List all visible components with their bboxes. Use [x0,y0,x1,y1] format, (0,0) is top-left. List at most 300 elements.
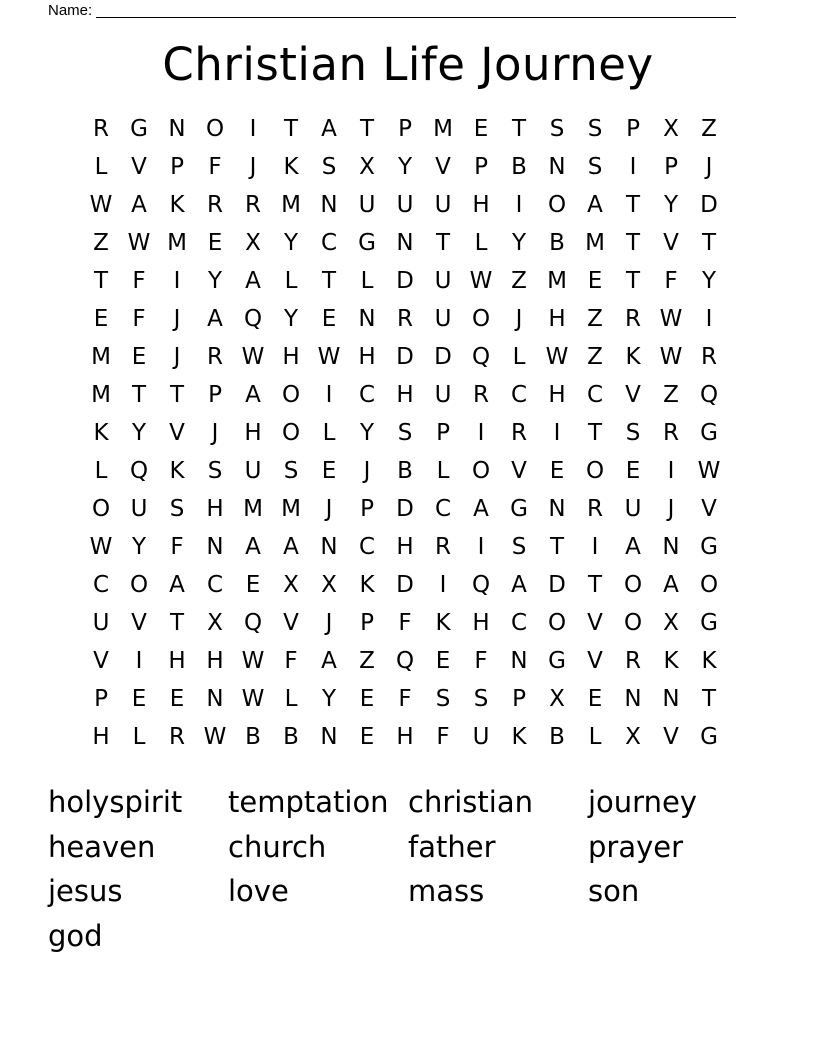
grid-letter: R [207,192,223,218]
grid-letter: G [700,724,718,750]
grid-letter: C [510,610,528,636]
grid-letter: S [169,496,185,522]
grid-letter: S [625,420,641,446]
word-bank-item: christian [408,785,533,819]
grid-letter: L [588,724,602,750]
grid-letter: Y [321,686,337,712]
grid-letter: O [699,572,719,598]
grid-letter: P [170,154,184,180]
grid-letter: R [435,534,451,560]
word-bank-item: son [588,874,640,908]
grid-letter: N [662,534,680,560]
grid-letter: X [321,572,337,598]
grid-letter: P [94,686,108,712]
grid-letter: W [659,306,683,332]
word-bank-item: love [228,874,289,908]
grid-letter: W [317,344,341,370]
grid-letter: I [477,534,485,560]
grid-letter: D [396,496,414,522]
grid-letter: R [625,648,641,674]
grid-letter: N [206,686,224,712]
grid-letter: V [131,154,147,180]
grid-letter: S [473,686,489,712]
grid-letter: Y [131,534,147,560]
name-label: Name: [48,2,93,19]
grid-letter: H [92,724,110,750]
grid-letter: O [547,610,567,636]
grid-letter: D [396,572,414,598]
grid-letter: B [283,724,299,750]
grid-letter: O [281,382,301,408]
grid-letter: W [659,344,683,370]
grid-letter: R [207,344,223,370]
grid-letter: C [206,572,224,598]
grid-letter: A [663,572,679,598]
grid-letter: E [321,306,337,332]
grid-letter: C [434,496,452,522]
grid-letter: V [663,230,679,256]
grid-letter: S [549,116,565,142]
grid-letter: I [325,382,333,408]
grid-letter: Q [129,458,149,484]
grid-letter: G [700,420,718,446]
grid-letter: D [396,268,414,294]
grid-letter: G [700,610,718,636]
grid-letter: J [249,154,257,180]
grid-letter: Q [243,306,263,332]
grid-letter: Y [701,268,717,294]
grid-letter: H [206,648,224,674]
grid-letter: V [587,648,603,674]
grid-letter: N [320,534,338,560]
grid-letter: E [131,344,147,370]
grid-letter: S [397,420,413,446]
grid-letter: L [322,420,336,446]
grid-letter: S [283,458,299,484]
grid-letter: F [398,610,412,636]
grid-letter: M [281,496,301,522]
grid-letter: C [358,534,376,560]
grid-letter: R [93,116,109,142]
grid-letter: W [203,724,227,750]
grid-letter: O [205,116,225,142]
grid-letter: T [625,230,641,256]
grid-letter: H [168,648,186,674]
grid-letter: T [625,192,641,218]
grid-letter: D [434,344,452,370]
grid-letter: U [130,496,148,522]
grid-letter: T [587,420,603,446]
grid-letter: G [700,534,718,560]
word-bank-item: journey [588,785,697,819]
name-line [96,17,736,18]
grid-letter: E [587,268,603,294]
grid-letter: T [625,268,641,294]
grid-letter: T [169,382,185,408]
grid-letter: B [549,230,565,256]
grid-letter: Z [359,648,375,674]
grid-letter: W [545,344,569,370]
grid-letter: L [284,686,298,712]
grid-letter: Z [587,306,603,332]
grid-letter: R [587,496,603,522]
grid-letter: G [510,496,528,522]
grid-letter: O [585,458,605,484]
grid-letter: T [131,382,147,408]
grid-letter: E [435,648,451,674]
grid-letter: H [396,724,414,750]
grid-letter: O [471,306,491,332]
grid-letter: E [473,116,489,142]
grid-letter: P [664,154,678,180]
page-title: Christian Life Journey [162,38,654,91]
grid-letter: T [701,230,717,256]
grid-letter: J [705,154,713,180]
grid-letter: A [321,116,337,142]
grid-letter: X [663,116,679,142]
grid-letter: B [549,724,565,750]
grid-letter: P [512,686,526,712]
grid-letter: O [129,572,149,598]
grid-letter: W [241,648,265,674]
grid-letter: H [244,420,262,446]
grid-letter: R [511,420,527,446]
grid-letter: A [625,534,641,560]
grid-letter: F [208,154,222,180]
grid-letter: M [91,344,111,370]
grid-letter: X [549,686,565,712]
grid-letter: R [663,420,679,446]
grid-letter: F [132,306,146,332]
word-bank-item: mass [408,874,485,908]
grid-letter: S [321,154,337,180]
grid-letter: W [127,230,151,256]
grid-letter: N [662,686,680,712]
grid-letter: R [397,306,413,332]
word-bank-item: god [48,918,103,953]
grid-letter: R [473,382,489,408]
grid-letter: P [474,154,488,180]
grid-letter: R [245,192,261,218]
grid-letter: H [358,344,376,370]
grid-letter: T [549,534,565,560]
grid-letter: V [625,382,641,408]
grid-letter: N [548,154,566,180]
grid-letter: Y [663,192,679,218]
grid-letter: A [245,268,261,294]
grid-letter: Q [471,572,491,598]
grid-letter: G [548,648,566,674]
grid-letter: V [93,648,109,674]
grid-letter: V [701,496,717,522]
grid-letter: K [511,724,527,750]
grid-letter: I [249,116,257,142]
grid-letter: K [625,344,641,370]
grid-letter: P [360,610,374,636]
grid-letter: Z [587,344,603,370]
grid-letter: M [547,268,567,294]
word-bank-item: holyspirit [48,785,183,819]
grid-letter: B [397,458,413,484]
grid-letter: A [321,648,337,674]
grid-letter: T [511,116,527,142]
grid-letter: H [396,382,414,408]
grid-letter: K [663,648,679,674]
grid-letter: J [173,344,181,370]
grid-letter: T [93,268,109,294]
grid-letter: U [624,496,642,522]
word-bank-item: heaven [48,829,156,864]
word-bank-item: jesus [48,874,123,908]
grid-letter: A [587,192,603,218]
grid-letter: B [245,724,261,750]
grid-letter: S [511,534,527,560]
grid-letter: U [472,724,490,750]
grid-letter: M [91,382,111,408]
grid-letter: F [474,648,488,674]
grid-letter: P [360,496,374,522]
grid-letter: N [358,306,376,332]
grid-letter: H [472,610,490,636]
grid-letter: Q [243,610,263,636]
grid-letter: L [360,268,374,294]
grid-letter: H [206,496,224,522]
grid-letter: A [283,534,299,560]
grid-letter: N [548,496,566,522]
grid-letter: Y [511,230,527,256]
grid-letter: X [283,572,299,598]
grid-letter: O [91,496,111,522]
grid-letter: L [132,724,146,750]
grid-letter: F [170,534,184,560]
grid-letter: B [511,154,527,180]
grid-letter: O [623,610,643,636]
grid-letter: L [284,268,298,294]
grid-letter: S [435,686,451,712]
grid-letter: A [473,496,489,522]
grid-letter: K [359,572,375,598]
grid-letter: M [585,230,605,256]
word-search-grid [82,110,728,756]
grid-letter: R [701,344,717,370]
grid-letter: U [244,458,262,484]
grid-letter: I [553,420,561,446]
grid-letter: O [623,572,643,598]
grid-letter: A [207,306,223,332]
name-field [48,0,736,20]
grid-letter: S [587,154,603,180]
grid-letter: J [325,496,333,522]
grid-letter: X [207,610,223,636]
grid-letter: E [131,686,147,712]
grid-letter: K [169,458,185,484]
grid-letter: Y [131,420,147,446]
grid-letter: J [515,306,523,332]
grid-letter: E [359,686,375,712]
word-bank-item: church [228,829,327,864]
grid-letter: H [472,192,490,218]
grid-letter: K [93,420,109,446]
grid-letter: I [705,306,713,332]
grid-letter: H [396,534,414,560]
grid-letter: T [359,116,375,142]
grid-letter: W [241,686,265,712]
grid-letter: T [321,268,337,294]
grid-letter: V [169,420,185,446]
grid-letter: J [173,306,181,332]
grid-letter: H [548,306,566,332]
grid-letter: P [436,420,450,446]
grid-letter: F [398,686,412,712]
grid-letter: Z [93,230,109,256]
grid-letter: K [701,648,717,674]
grid-letter: U [434,268,452,294]
grid-letter: D [548,572,566,598]
grid-letter: E [207,230,223,256]
grid-letter: P [208,382,222,408]
grid-letter: N [510,648,528,674]
grid-letter: V [511,458,527,484]
grid-letter: C [358,382,376,408]
grid-letter: X [359,154,375,180]
grid-letter: X [625,724,641,750]
grid-letter: A [169,572,185,598]
grid-letter: X [245,230,261,256]
grid-letter: V [435,154,451,180]
grid-letter: W [469,268,493,294]
grid-letter: W [89,192,113,218]
grid-letter: J [667,496,675,522]
grid-letter: L [94,458,108,484]
grid-letter: O [547,192,567,218]
grid-letter: U [396,192,414,218]
grid-letter: S [207,458,223,484]
grid-letter: A [245,382,261,408]
grid-letter: M [243,496,263,522]
grid-letter: G [130,116,148,142]
grid-letter: N [206,534,224,560]
grid-letter: N [168,116,186,142]
grid-letter: Z [511,268,527,294]
grid-letter: N [320,724,338,750]
grid-letter: Y [283,230,299,256]
grid-letter: C [510,382,528,408]
grid-letter: I [667,458,675,484]
grid-letter: K [283,154,299,180]
grid-letter: I [173,268,181,294]
grid-letter: O [281,420,301,446]
grid-letter: E [625,458,641,484]
grid-letter: M [433,116,453,142]
grid-letter: J [363,458,371,484]
grid-letter: W [89,534,113,560]
grid-letter: A [511,572,527,598]
grid-letter: V [663,724,679,750]
word-bank-item: temptation [228,785,389,819]
grid-letter: Z [663,382,679,408]
grid-letter: T [435,230,451,256]
grid-letter: K [435,610,451,636]
grid-letter: I [439,572,447,598]
grid-letter: V [587,610,603,636]
grid-letter: L [512,344,526,370]
grid-letter: P [626,116,640,142]
grid-letter: C [92,572,110,598]
grid-letter: I [591,534,599,560]
grid-letter: U [358,192,376,218]
grid-letter: E [549,458,565,484]
grid-letter: O [471,458,491,484]
grid-letter: W [697,458,721,484]
grid-letter: Q [395,648,415,674]
grid-letter: A [245,534,261,560]
grid-letter: T [587,572,603,598]
grid-letter: H [548,382,566,408]
grid-letter: N [624,686,642,712]
grid-letter: W [241,344,265,370]
grid-letter: E [245,572,261,598]
word-bank-item: father [408,829,496,864]
grid-letter: I [477,420,485,446]
grid-letter: T [701,686,717,712]
grid-letter: L [474,230,488,256]
grid-letter: A [131,192,147,218]
grid-letter: Q [471,344,491,370]
grid-letter: E [321,458,337,484]
grid-letter: Y [359,420,375,446]
grid-letter: S [587,116,603,142]
grid-letter: L [436,458,450,484]
grid-letter: H [282,344,300,370]
grid-letter: K [169,192,185,218]
grid-letter: M [281,192,301,218]
grid-letter: E [359,724,375,750]
grid-letter: P [398,116,412,142]
grid-letter: R [625,306,641,332]
grid-letter: F [132,268,146,294]
grid-letter: U [92,610,110,636]
grid-letter: U [434,306,452,332]
grid-letter: C [320,230,338,256]
grid-letter: F [436,724,450,750]
grid-letter: V [131,610,147,636]
grid-letter: I [515,192,523,218]
grid-letter: E [587,686,603,712]
grid-letter: U [434,382,452,408]
grid-letter: E [169,686,185,712]
grid-letter: L [94,154,108,180]
grid-letter: D [396,344,414,370]
grid-letter: G [358,230,376,256]
grid-letter: T [283,116,299,142]
word-bank-item: prayer [588,829,684,864]
grid-letter: X [663,610,679,636]
grid-letter: E [93,306,109,332]
grid-letter: T [169,610,185,636]
grid-letter: N [320,192,338,218]
grid-letter: Y [283,306,299,332]
grid-letter: U [434,192,452,218]
grid-letter: Z [701,116,717,142]
grid-letter: F [284,648,298,674]
grid-letter: D [700,192,718,218]
grid-letter: C [586,382,604,408]
grid-letter: Q [699,382,719,408]
grid-letter: M [167,230,187,256]
grid-letter: R [169,724,185,750]
grid-letter: J [325,610,333,636]
grid-letter: I [629,154,637,180]
